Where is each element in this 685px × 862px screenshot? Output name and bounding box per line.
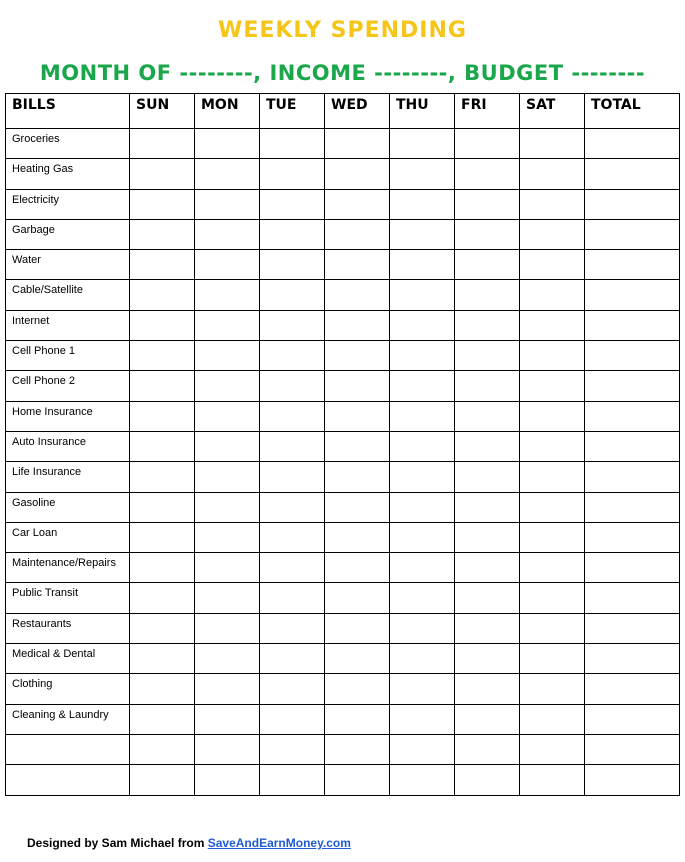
entry-cell-thu[interactable]	[390, 159, 455, 189]
entry-cell-thu[interactable]	[390, 250, 455, 280]
table-row	[6, 219, 680, 249]
entry-cell-tue[interactable]	[260, 492, 325, 522]
entry-cell-sat[interactable]	[520, 765, 585, 795]
entry-cell-sun[interactable]	[130, 613, 195, 643]
entry-cell-mon[interactable]	[195, 159, 260, 189]
entry-cell-tue[interactable]	[260, 583, 325, 613]
entry-cell-total[interactable]	[585, 250, 680, 280]
page-subtitle: MONTH OF --------, INCOME --------, BUDGET --------	[39, 61, 646, 85]
entry-cell-mon[interactable]	[195, 431, 260, 461]
entry-cell-mon[interactable]	[195, 704, 260, 734]
entry-cell-mon[interactable]	[195, 553, 260, 583]
entry-cell-sun[interactable]	[130, 734, 195, 764]
entry-cell-wed[interactable]	[325, 310, 390, 340]
column-header-sun: SUN	[130, 94, 195, 129]
entry-cell-thu[interactable]	[390, 310, 455, 340]
entry-cell-sun[interactable]	[130, 644, 195, 674]
column-header-mon: MON	[195, 94, 260, 129]
entry-cell-thu[interactable]	[390, 492, 455, 522]
entry-cell-mon[interactable]	[195, 401, 260, 431]
entry-cell-mon[interactable]	[195, 522, 260, 552]
entry-cell-sun[interactable]	[130, 583, 195, 613]
entry-cell-sat[interactable]	[520, 674, 585, 704]
entry-cell-sat[interactable]	[520, 704, 585, 734]
entry-cell-sat[interactable]	[520, 189, 585, 219]
entry-cell-fri[interactable]	[455, 431, 520, 461]
table-row	[6, 734, 680, 764]
entry-cell-mon[interactable]	[195, 583, 260, 613]
entry-cell-mon[interactable]	[195, 644, 260, 674]
entry-cell-fri[interactable]	[455, 553, 520, 583]
entry-cell-mon[interactable]	[195, 341, 260, 371]
table-row	[6, 310, 680, 340]
entry-cell-total[interactable]	[585, 129, 680, 159]
entry-cell-fri[interactable]	[455, 129, 520, 159]
entry-cell-total[interactable]	[585, 734, 680, 764]
bill-label	[6, 765, 130, 795]
entry-cell-total[interactable]	[585, 219, 680, 249]
table-row	[6, 431, 680, 461]
entry-cell-fri[interactable]	[455, 371, 520, 401]
entry-cell-thu[interactable]	[390, 583, 455, 613]
entry-cell-thu[interactable]	[390, 734, 455, 764]
entry-cell-wed[interactable]	[325, 583, 390, 613]
entry-cell-total[interactable]	[585, 462, 680, 492]
table-body	[6, 129, 680, 796]
entry-cell-tue[interactable]	[260, 674, 325, 704]
entry-cell-thu[interactable]	[390, 674, 455, 704]
bill-label: Cleaning & Laundry	[6, 704, 130, 734]
entry-cell-total[interactable]	[585, 159, 680, 189]
entry-cell-tue[interactable]	[260, 765, 325, 795]
entry-cell-mon[interactable]	[195, 734, 260, 764]
entry-cell-sun[interactable]	[130, 704, 195, 734]
entry-cell-sat[interactable]	[520, 522, 585, 552]
entry-cell-tue[interactable]	[260, 401, 325, 431]
entry-cell-fri[interactable]	[455, 250, 520, 280]
entry-cell-fri[interactable]	[455, 734, 520, 764]
entry-cell-mon[interactable]	[195, 462, 260, 492]
entry-cell-tue[interactable]	[260, 159, 325, 189]
entry-cell-fri[interactable]	[455, 280, 520, 310]
column-header-thu: THU	[390, 94, 455, 129]
entry-cell-sat[interactable]	[520, 553, 585, 583]
entry-cell-sat[interactable]	[520, 462, 585, 492]
bill-label: Cell Phone 2	[6, 371, 130, 401]
table-row	[6, 280, 680, 310]
bill-label: Gasoline	[6, 492, 130, 522]
table-row	[6, 613, 680, 643]
entry-cell-sat[interactable]	[520, 644, 585, 674]
entry-cell-wed[interactable]	[325, 462, 390, 492]
column-header-fri: FRI	[455, 94, 520, 129]
entry-cell-tue[interactable]	[260, 553, 325, 583]
entry-cell-tue[interactable]	[260, 129, 325, 159]
bill-label: Medical & Dental	[6, 644, 130, 674]
entry-cell-total[interactable]	[585, 371, 680, 401]
entry-cell-mon[interactable]	[195, 613, 260, 643]
entry-cell-wed[interactable]	[325, 553, 390, 583]
entry-cell-sat[interactable]	[520, 310, 585, 340]
table-row	[6, 644, 680, 674]
entry-cell-total[interactable]	[585, 765, 680, 795]
entry-cell-mon[interactable]	[195, 250, 260, 280]
entry-cell-sun[interactable]	[130, 492, 195, 522]
entry-cell-wed[interactable]	[325, 129, 390, 159]
entry-cell-sun[interactable]	[130, 553, 195, 583]
entry-cell-wed[interactable]	[325, 734, 390, 764]
entry-cell-tue[interactable]	[260, 310, 325, 340]
entry-cell-wed[interactable]	[325, 674, 390, 704]
footer-link[interactable]: SaveAndEarnMoney.com	[207, 836, 351, 850]
entry-cell-fri[interactable]	[455, 341, 520, 371]
entry-cell-tue[interactable]	[260, 280, 325, 310]
entry-cell-mon[interactable]	[195, 310, 260, 340]
table-row	[6, 765, 680, 795]
weekly-spending-table	[5, 93, 680, 796]
entry-cell-sun[interactable]	[130, 219, 195, 249]
entry-cell-sat[interactable]	[520, 613, 585, 643]
entry-cell-sun[interactable]	[130, 674, 195, 704]
entry-cell-total[interactable]	[585, 401, 680, 431]
entry-cell-tue[interactable]	[260, 431, 325, 461]
bill-label: Car Loan	[6, 522, 130, 552]
entry-cell-tue[interactable]	[260, 644, 325, 674]
entry-cell-sat[interactable]	[520, 734, 585, 764]
entry-cell-sun[interactable]	[130, 401, 195, 431]
entry-cell-fri[interactable]	[455, 644, 520, 674]
entry-cell-thu[interactable]	[390, 462, 455, 492]
entry-cell-total[interactable]	[585, 553, 680, 583]
bill-label: Restaurants	[6, 613, 130, 643]
entry-cell-fri[interactable]	[455, 522, 520, 552]
entry-cell-sat[interactable]	[520, 401, 585, 431]
entry-cell-thu[interactable]	[390, 553, 455, 583]
entry-cell-fri[interactable]	[455, 219, 520, 249]
entry-cell-sat[interactable]	[520, 129, 585, 159]
bill-label: Public Transit	[6, 583, 130, 613]
entry-cell-sat[interactable]	[520, 371, 585, 401]
entry-cell-mon[interactable]	[195, 219, 260, 249]
entry-cell-sun[interactable]	[130, 280, 195, 310]
bill-label: Groceries	[6, 129, 130, 159]
column-header-bills: BILLS	[6, 94, 130, 129]
entry-cell-tue[interactable]	[260, 219, 325, 249]
entry-cell-fri[interactable]	[455, 704, 520, 734]
table-row	[6, 129, 680, 159]
entry-cell-wed[interactable]	[325, 371, 390, 401]
table-row	[6, 522, 680, 552]
entry-cell-total[interactable]	[585, 431, 680, 461]
table-row	[6, 674, 680, 704]
entry-cell-sun[interactable]	[130, 159, 195, 189]
entry-cell-wed[interactable]	[325, 189, 390, 219]
entry-cell-sun[interactable]	[130, 310, 195, 340]
entry-cell-thu[interactable]	[390, 613, 455, 643]
table-row	[6, 341, 680, 371]
entry-cell-wed[interactable]	[325, 431, 390, 461]
bill-label: Life Insurance	[6, 462, 130, 492]
entry-cell-sat[interactable]	[520, 583, 585, 613]
entry-cell-fri[interactable]	[455, 583, 520, 613]
entry-cell-mon[interactable]	[195, 765, 260, 795]
entry-cell-thu[interactable]	[390, 280, 455, 310]
bill-label: Home Insurance	[6, 401, 130, 431]
entry-cell-sat[interactable]	[520, 492, 585, 522]
table-row	[6, 492, 680, 522]
entry-cell-sat[interactable]	[520, 431, 585, 461]
entry-cell-fri[interactable]	[455, 492, 520, 522]
table-row	[6, 159, 680, 189]
table-row	[6, 250, 680, 280]
entry-cell-total[interactable]	[585, 341, 680, 371]
entry-cell-fri[interactable]	[455, 310, 520, 340]
entry-cell-sun[interactable]	[130, 250, 195, 280]
entry-cell-fri[interactable]	[455, 189, 520, 219]
entry-cell-sun[interactable]	[130, 462, 195, 492]
bill-label	[6, 734, 130, 764]
table-row	[6, 553, 680, 583]
entry-cell-fri[interactable]	[455, 401, 520, 431]
table-row	[6, 371, 680, 401]
entry-cell-mon[interactable]	[195, 189, 260, 219]
bill-label: Water	[6, 250, 130, 280]
entry-cell-thu[interactable]	[390, 371, 455, 401]
entry-cell-fri[interactable]	[455, 462, 520, 492]
bill-label: Cell Phone 1	[6, 341, 130, 371]
entry-cell-total[interactable]	[585, 583, 680, 613]
footer-text: Designed by Sam Michael from	[27, 836, 208, 850]
bill-label: Clothing	[6, 674, 130, 704]
bill-label: Cable/Satellite	[6, 280, 130, 310]
entry-cell-mon[interactable]	[195, 674, 260, 704]
column-header-total: TOTAL	[585, 94, 680, 129]
entry-cell-tue[interactable]	[260, 371, 325, 401]
entry-cell-tue[interactable]	[260, 522, 325, 552]
entry-cell-thu[interactable]	[390, 522, 455, 552]
entry-cell-sat[interactable]	[520, 280, 585, 310]
entry-cell-wed[interactable]	[325, 522, 390, 552]
entry-cell-total[interactable]	[585, 492, 680, 522]
entry-cell-fri[interactable]	[455, 765, 520, 795]
bill-label: Electricity	[6, 189, 130, 219]
entry-cell-thu[interactable]	[390, 704, 455, 734]
entry-cell-sun[interactable]	[130, 431, 195, 461]
entry-cell-mon[interactable]	[195, 492, 260, 522]
entry-cell-thu[interactable]	[390, 129, 455, 159]
entry-cell-tue[interactable]	[260, 613, 325, 643]
entry-cell-total[interactable]	[585, 704, 680, 734]
entry-cell-sat[interactable]	[520, 250, 585, 280]
entry-cell-wed[interactable]	[325, 219, 390, 249]
entry-cell-thu[interactable]	[390, 765, 455, 795]
entry-cell-fri[interactable]	[455, 159, 520, 189]
bill-label: Garbage	[6, 219, 130, 249]
entry-cell-total[interactable]	[585, 189, 680, 219]
entry-cell-tue[interactable]	[260, 462, 325, 492]
entry-cell-tue[interactable]	[260, 341, 325, 371]
entry-cell-total[interactable]	[585, 522, 680, 552]
entry-cell-sat[interactable]	[520, 341, 585, 371]
entry-cell-thu[interactable]	[390, 401, 455, 431]
entry-cell-mon[interactable]	[195, 280, 260, 310]
entry-cell-sun[interactable]	[130, 522, 195, 552]
entry-cell-wed[interactable]	[325, 704, 390, 734]
entry-cell-fri[interactable]	[455, 613, 520, 643]
page-title: WEEKLY SPENDING	[218, 18, 467, 43]
entry-cell-wed[interactable]	[325, 341, 390, 371]
entry-cell-sun[interactable]	[130, 371, 195, 401]
entry-cell-total[interactable]	[585, 280, 680, 310]
entry-cell-tue[interactable]	[260, 250, 325, 280]
entry-cell-thu[interactable]	[390, 189, 455, 219]
entry-cell-mon[interactable]	[195, 371, 260, 401]
entry-cell-total[interactable]	[585, 644, 680, 674]
entry-cell-total[interactable]	[585, 310, 680, 340]
entry-cell-thu[interactable]	[390, 431, 455, 461]
entry-cell-tue[interactable]	[260, 704, 325, 734]
table-row	[6, 583, 680, 613]
table-row	[6, 462, 680, 492]
entry-cell-sun[interactable]	[130, 765, 195, 795]
entry-cell-wed[interactable]	[325, 613, 390, 643]
entry-cell-sat[interactable]	[520, 159, 585, 189]
entry-cell-wed[interactable]	[325, 401, 390, 431]
entry-cell-mon[interactable]	[195, 129, 260, 159]
entry-cell-tue[interactable]	[260, 734, 325, 764]
entry-cell-tue[interactable]	[260, 189, 325, 219]
table-header-row	[6, 94, 680, 129]
entry-cell-sun[interactable]	[130, 189, 195, 219]
bill-label: Auto Insurance	[6, 431, 130, 461]
entry-cell-total[interactable]	[585, 613, 680, 643]
entry-cell-sun[interactable]	[130, 341, 195, 371]
column-header-sat: SAT	[520, 94, 585, 129]
bill-label: Heating Gas	[6, 159, 130, 189]
entry-cell-wed[interactable]	[325, 280, 390, 310]
table-row	[6, 401, 680, 431]
entry-cell-wed[interactable]	[325, 644, 390, 674]
table-row	[6, 704, 680, 734]
entry-cell-thu[interactable]	[390, 341, 455, 371]
entry-cell-thu[interactable]	[390, 644, 455, 674]
bill-label: Internet	[6, 310, 130, 340]
column-header-wed: WED	[325, 94, 390, 129]
entry-cell-wed[interactable]	[325, 250, 390, 280]
entry-cell-wed[interactable]	[325, 492, 390, 522]
entry-cell-fri[interactable]	[455, 674, 520, 704]
column-header-tue: TUE	[260, 94, 325, 129]
entry-cell-sat[interactable]	[520, 219, 585, 249]
bill-label: Maintenance/Repairs	[6, 553, 130, 583]
entry-cell-wed[interactable]	[325, 159, 390, 189]
table-row	[6, 189, 680, 219]
entry-cell-total[interactable]	[585, 674, 680, 704]
footer	[27, 836, 351, 850]
entry-cell-wed[interactable]	[325, 765, 390, 795]
entry-cell-thu[interactable]	[390, 219, 455, 249]
entry-cell-sun[interactable]	[130, 129, 195, 159]
